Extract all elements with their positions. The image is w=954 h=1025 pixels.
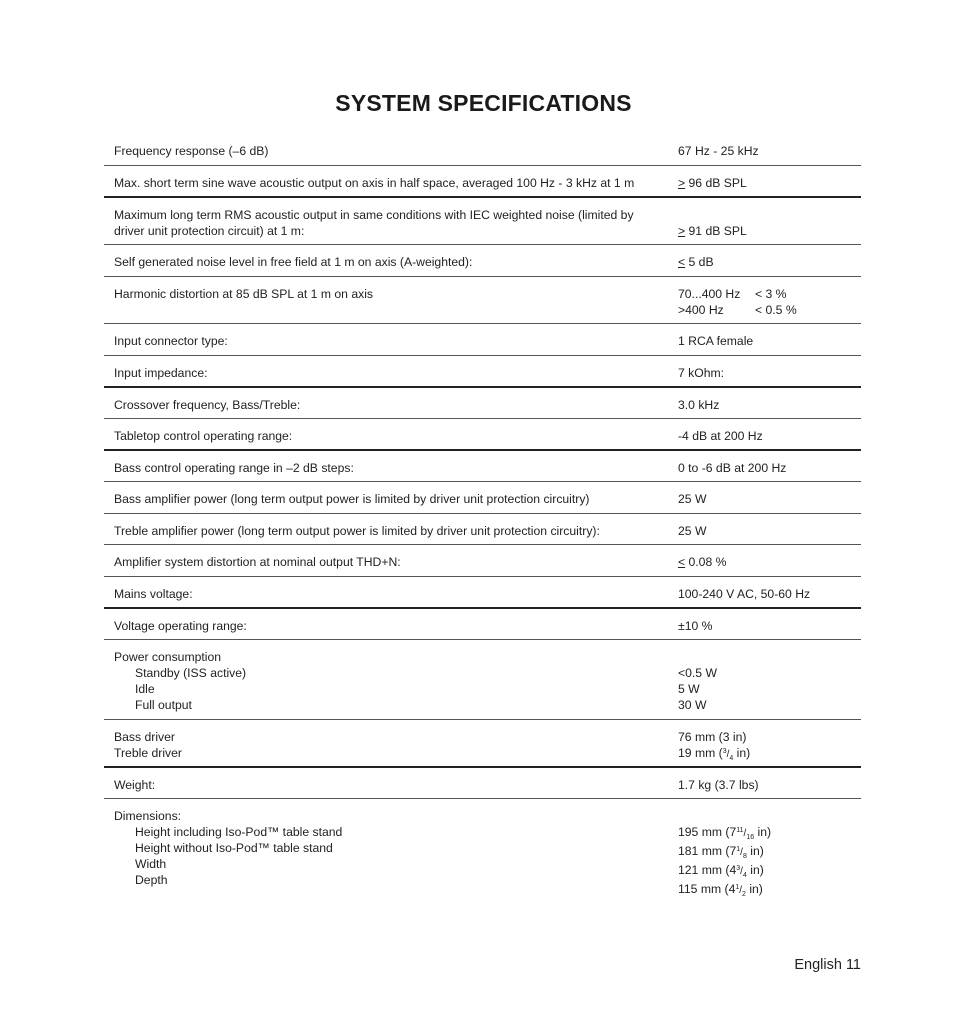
spec-sub-label: Height including Iso-Pod™ table stand bbox=[135, 825, 343, 839]
spec-row-voltage-range bbox=[104, 609, 861, 640]
spec-value: 0 to -6 dB at 200 Hz bbox=[678, 461, 787, 475]
spec-sub-value: 195 mm ($7^{11}/_{16}$ in) bbox=[678, 825, 772, 841]
spec-value bbox=[678, 729, 861, 766]
value-suffix: in) bbox=[746, 844, 764, 858]
spec-value: 25 W bbox=[678, 524, 707, 538]
spec-label: Harmonic distortion at 85 dB SPL at 1 m on axis bbox=[114, 287, 373, 301]
spec-value-text: 5 dB bbox=[685, 255, 714, 269]
spec-value bbox=[678, 808, 861, 898]
spec-value bbox=[678, 254, 861, 276]
spec-sub-label: Width bbox=[135, 857, 167, 871]
spec-row-power-consumption bbox=[104, 640, 861, 720]
value-prefix: 181 mm (7 bbox=[678, 844, 737, 858]
spec-row-mains-voltage bbox=[104, 577, 861, 609]
value-suffix: in) bbox=[754, 825, 772, 839]
spec-row-harmonic-distortion bbox=[104, 277, 861, 324]
spec-sub-value: 181 mm ($7^1/_8$ in) bbox=[678, 844, 764, 860]
value-suffix: in) bbox=[733, 746, 751, 760]
spec-label-heading: Dimensions: bbox=[114, 809, 182, 823]
spec-sub-label: Standby (ISS active) bbox=[135, 666, 247, 680]
spec-label: Self generated noise level in free field at 1 m on axis (A-weighted): bbox=[114, 255, 473, 269]
fraction-numerator: 1 bbox=[736, 846, 741, 853]
spec-label: Frequency response (–6 dB) bbox=[114, 144, 269, 158]
spec-label: Voltage operating range: bbox=[114, 619, 247, 633]
value-prefix: 115 mm (4 bbox=[678, 882, 736, 896]
spec-value: 1.7 kg (3.7 lbs) bbox=[678, 778, 759, 792]
spec-label bbox=[104, 729, 678, 766]
spec-value: 25 W bbox=[678, 492, 707, 506]
spec-value-text: 91 dB SPL bbox=[685, 224, 747, 238]
fraction-numerator: 1 bbox=[735, 884, 740, 891]
spec-row-input-connector bbox=[104, 324, 861, 356]
spec-value: 67 Hz - 25 kHz bbox=[678, 144, 759, 158]
value-suffix: in) bbox=[745, 882, 763, 896]
spec-sub-label: Full output bbox=[135, 698, 192, 712]
spec-sub-value: 115 mm ($4^1/_2$ in) bbox=[678, 882, 763, 898]
spec-sub-value: 19 mm ($^3/_4$ in) bbox=[678, 746, 751, 762]
less-equal-symbol: < bbox=[678, 255, 686, 269]
spec-sub-label: Idle bbox=[135, 682, 155, 696]
spec-row-input-impedance bbox=[104, 356, 861, 388]
spec-row-bass-amp-power bbox=[104, 482, 861, 514]
spec-sub-label: Height without Iso-Pod™ table stand bbox=[135, 841, 333, 855]
fraction-denominator: 16 bbox=[746, 834, 755, 841]
spec-label: Tabletop control operating range: bbox=[114, 429, 293, 443]
spec-label: Mains voltage: bbox=[114, 587, 193, 601]
spec-value-text: 96 dB SPL bbox=[685, 176, 747, 190]
value-prefix: 19 mm ( bbox=[678, 746, 723, 760]
spec-label: Input connector type: bbox=[114, 334, 228, 348]
spec-label bbox=[104, 808, 678, 895]
spec-sub-label: Depth bbox=[135, 873, 168, 887]
fraction-numerator: 3 bbox=[736, 865, 741, 872]
spec-value bbox=[678, 554, 861, 576]
greater-equal-symbol: > bbox=[678, 224, 686, 238]
spec-value: 100-240 V AC, 50-60 Hz bbox=[678, 587, 811, 601]
distortion-value: < 0.5 % bbox=[755, 303, 797, 317]
distortion-range: 70...400 Hz bbox=[678, 287, 741, 301]
spec-label: Bass control operating range in –2 dB steps: bbox=[114, 461, 354, 475]
spec-sub-label: Treble driver bbox=[114, 746, 182, 760]
spec-label: Bass amplifier power (long term output power is limited by driver unit protection circuitry) bbox=[114, 492, 590, 506]
spec-sub-value: 76 mm (3 in) bbox=[678, 730, 747, 744]
spec-sub-value: <0.5 W bbox=[678, 666, 717, 680]
spec-row-tabletop-control bbox=[104, 419, 861, 451]
fraction-denominator: 4 bbox=[729, 755, 734, 762]
spec-value: 3.0 kHz bbox=[678, 398, 720, 412]
fraction-denominator: 2 bbox=[742, 891, 746, 898]
spec-label: Treble amplifier power (long term output power is limited by driver unit protection circuitry): bbox=[114, 524, 600, 538]
spec-value: ±10 % bbox=[678, 619, 713, 633]
distortion-value: < 3 % bbox=[755, 287, 787, 301]
spec-value bbox=[678, 207, 861, 244]
spec-row-weight bbox=[104, 768, 861, 799]
spec-row-crossover bbox=[104, 388, 861, 419]
spec-label: Input impedance: bbox=[114, 366, 208, 380]
spec-sub-value: 30 W bbox=[678, 698, 707, 712]
spec-label: Crossover frequency, Bass/Treble: bbox=[114, 398, 301, 412]
spec-label bbox=[104, 207, 678, 244]
spec-row-bass-control bbox=[104, 451, 861, 482]
less-equal-symbol: < bbox=[678, 555, 686, 569]
spec-value bbox=[678, 649, 861, 719]
spec-table bbox=[104, 134, 861, 898]
fraction-numerator: 11 bbox=[736, 827, 744, 834]
value-prefix: 121 mm (4 bbox=[678, 863, 737, 877]
spec-row-max-long-term-output bbox=[104, 198, 861, 245]
spec-value bbox=[678, 286, 861, 323]
spec-value-text: 0.08 % bbox=[685, 555, 727, 569]
fraction-numerator: 3 bbox=[722, 748, 727, 755]
page-title: SYSTEM SPECIFICATIONS bbox=[335, 90, 632, 116]
spec-row-drivers bbox=[104, 720, 861, 768]
spec-label: Amplifier system distortion at nominal output THD+N: bbox=[114, 555, 401, 569]
spec-row-max-short-term-output bbox=[104, 166, 861, 198]
spec-value: -4 dB at 200 Hz bbox=[678, 429, 763, 443]
spec-sub-label: Bass driver bbox=[114, 730, 175, 744]
spec-sub-value: 5 W bbox=[678, 682, 700, 696]
spec-label: Max. short term sine wave acoustic output on axis in half space, averaged 100 Hz - 3 kHz at 1 m bbox=[114, 176, 635, 190]
spec-row-amp-distortion bbox=[104, 545, 861, 577]
fraction-denominator: 4 bbox=[742, 872, 747, 879]
distortion-range: >400 Hz bbox=[678, 303, 724, 317]
spec-label-line: Maximum long term RMS acoustic output in same conditions with IEC weighted noise (limited by bbox=[114, 208, 634, 222]
spec-value: 7 kOhm: bbox=[678, 366, 725, 380]
spec-label bbox=[104, 649, 678, 719]
spec-value: 1 RCA female bbox=[678, 334, 754, 348]
page-number: English 11 bbox=[794, 957, 861, 973]
value-prefix: 195 mm (7 bbox=[678, 825, 737, 839]
spec-label: Weight: bbox=[114, 778, 156, 792]
spec-row-dimensions bbox=[104, 799, 861, 898]
spec-row-frequency-response bbox=[104, 134, 861, 166]
greater-equal-symbol: > bbox=[678, 176, 686, 190]
spec-row-self-noise bbox=[104, 245, 861, 277]
spec-sub-value: 121 mm ($4^3/_4$ in) bbox=[678, 863, 764, 879]
fraction-denominator: 8 bbox=[742, 853, 747, 860]
spec-row-treble-amp-power bbox=[104, 514, 861, 545]
spec-label-heading: Power consumption bbox=[114, 650, 222, 664]
value-suffix: in) bbox=[746, 863, 764, 877]
spec-value bbox=[678, 175, 861, 196]
spec-label-line: driver unit protection circuit) at 1 m: bbox=[114, 224, 305, 238]
